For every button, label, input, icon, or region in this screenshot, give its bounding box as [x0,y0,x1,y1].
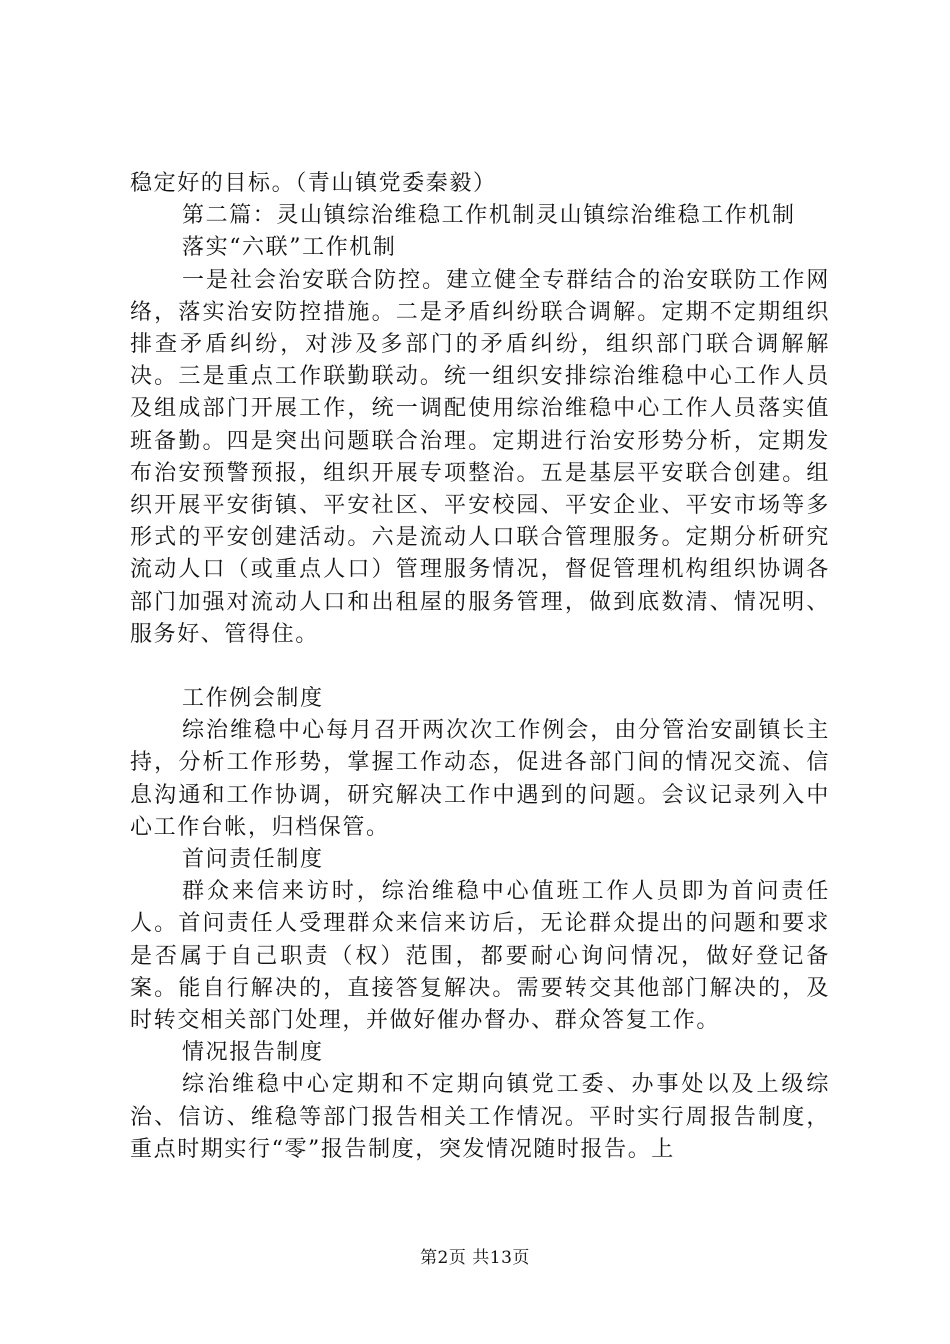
page-number-footer: 第2页 共13页 [420,1248,530,1268]
subheading-situation-report: 情况报告制度 [182,1040,324,1066]
paragraph-continuation: 稳定好的目标。（青山镇党委秦毅） [130,171,497,196]
paragraph-six-linkages: 一是社会治安联合防控。建立健全专群结合的治安联防工作网络，落实治安防控措施。二是矛盾纠纷联合调解。定期不定期组织排查矛盾纠纷，对涉及多部门的矛盾纠纷，组织部门联合调解解决。三是重点工作联勤联动。统一组织安排综治维稳中心工作人员及组成部门开展工作，统一调配使用综治维稳中心工作人员落实值班备勤。四是突出问题联合治理。定期进行治安形势分析，定期发布治安预警预报，组织开展专项整治。五是基层平安联合创建。组织开展平安街镇、平安社区、平安校园、平安企业、平安市场等多形式的平安创建活动。六是流动人口联合管理服务。定期分析研究流动人口（或重点人口）管理服务情况，督促管理机构组织协调各部门加强对流动人口和出租屋的服务管理，做到底数清、情况明、服务好、管得住。 [130,267,830,647]
paragraph-work-meeting: 综治维稳中心每月召开两次次工作例会，由分管治安副镇长主持，分析工作形势，掌握工作动态，促进各部门间的情况交流、信息沟通和工作协调，研究解决工作中遇到的问题。会议记录列入中心工作台帐，归档保管。 [130,718,830,840]
subheading-first-inquiry: 首问责任制度 [182,847,324,873]
paragraph-situation-report: 综治维稳中心定期和不定期向镇党工委、办事处以及上级综治、信访、维稳等部门报告相关工作情况。平时实行周报告制度，重点时期实行“零”报告制度，突发情况随时报告。上 [130,1072,830,1162]
subheading-six-linkages: 落实“六联”工作机制 [182,235,397,261]
subheading-work-meeting: 工作例会制度 [182,686,324,712]
document-body [130,168,830,1166]
section-title: 第二篇：灵山镇综治维稳工作机制灵山镇综治维稳工作机制 [182,203,796,229]
paragraph-first-inquiry: 群众来信来访时，综治维稳中心值班工作人员即为首问责任人。首问责任人受理群众来信来访后，无论群众提出的问题和要求是否属于自己职责（权）范围，都要耐心询问情况，做好登记备案。能自行解决的，直接答复解决。需要转交其他部门解决的，及时转交相关部门处理，并做好催办督办、群众答复工作。 [130,879,830,1034]
paragraph-spacer [130,651,830,683]
